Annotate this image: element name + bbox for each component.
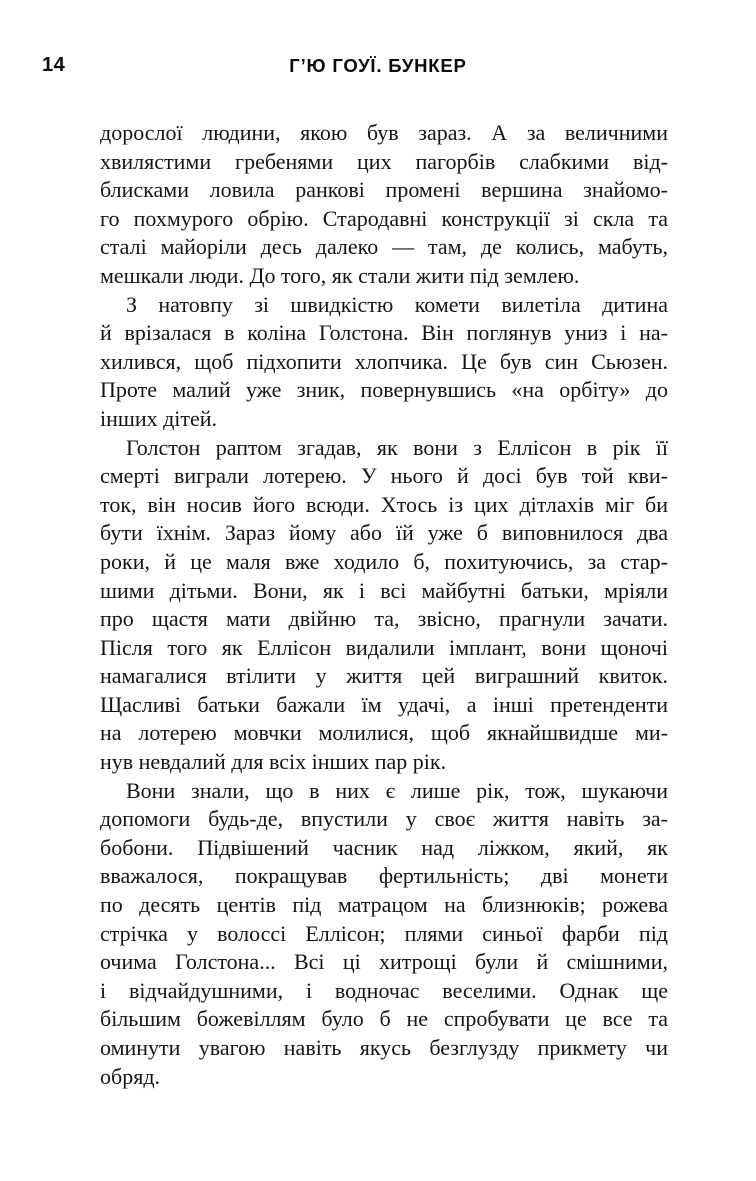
text-line: хвилястими гребенями цих пагорбів слабкими від- [100, 148, 668, 174]
text-line: по десять центів під матрацом на близнюків; рожева [100, 892, 668, 918]
text-line: Вони знали, що в них є лише рік, тож, шукаючи [126, 777, 668, 803]
text-line: бути їхнім. Зараз йому або їй уже б виповнилося два [100, 520, 668, 546]
text-line: сталі майоріли десь далеко — там, де колись, мабуть, [100, 234, 668, 260]
text-line: дорослої людини, якою був зараз. А за величними [100, 120, 668, 145]
text-line: Проте малий уже зник, повернувшись «на орбіту» до [100, 377, 668, 403]
text-line: бобони. Підвішений часник над ліжком, який, як [100, 834, 668, 860]
text-line: З натовпу зі швидкістю комети вилетіла дитина [126, 291, 668, 317]
paragraph [100, 119, 668, 291]
text-line: Після того як Еллісон видалили імплант, вони щоночі [100, 634, 668, 660]
text-line: роки, й це маля вже ходило б, похитуючись, за стар- [100, 548, 668, 574]
text-line: очима Голстона... Всі ці хитрощі були й смішними, [100, 949, 668, 975]
text-line: вважалося, покращував фертильність; дві монети [100, 863, 668, 889]
text-line: інших дітей. [100, 405, 218, 431]
page-number: 14 [42, 54, 66, 76]
text-line: Голстон раптом згадав, як вони з Еллісон в рік її [126, 434, 668, 460]
text-line: стрічка у волоссі Еллісон; плями синьої фарби під [100, 920, 668, 946]
paragraph [100, 777, 668, 1092]
text-line: смерті виграли лотерею. У нього й досі був той кви- [100, 463, 668, 489]
paragraph [100, 434, 668, 777]
text-line: й врізалася в коліна Голстона. Він поглянув униз і на- [100, 320, 668, 346]
text-line: го похмурого обрію. Стародавні конструкції зі скла та [100, 205, 668, 231]
running-header [0, 54, 756, 78]
text-line: хилився, щоб підхопити хлопчика. Це був син Сьюзен. [100, 348, 668, 374]
text-line: про щастя мати двійню та, звісно, прагнули зачати. [100, 606, 668, 632]
text-line: намагалися втілити у життя цей виграшний квиток. [100, 663, 668, 689]
text-line: обряд. [100, 1063, 161, 1089]
text-line: оминути увагою навіть якусь безглузду прикмету чи [100, 1035, 668, 1060]
text-line: і відчайдушними, і водночас веселими. Однак ще [100, 977, 668, 1003]
text-line: мешкали люди. До того, як стали жити під землею. [100, 262, 580, 288]
text-line: допомоги будь-де, впустили у своє життя навіть за- [100, 806, 668, 832]
running-header-title: Г’Ю ГОУЇ. БУНКЕР [289, 55, 467, 76]
text-block [100, 119, 668, 1091]
paragraph [100, 291, 668, 434]
text-line: Щасливі батьки бажали їм удачі, а інші претенденти [100, 691, 668, 717]
text-line: на лотерею мовчки молилися, щоб якнайшвидше ми- [100, 720, 668, 746]
text-line: ток, він носив його всюди. Хтось із цих дітлахів міг би [100, 491, 668, 517]
text-line: блисками ловила ранкові промені вершина знайомо- [100, 177, 668, 203]
text-line: більшим божевіллям було б не спробувати це все та [100, 1006, 668, 1032]
text-line: шими дітьми. Вони, як і всі майбутні батьки, мріяли [100, 577, 668, 603]
text-line: нув невдалий для всіх інших пар рік. [100, 749, 447, 775]
